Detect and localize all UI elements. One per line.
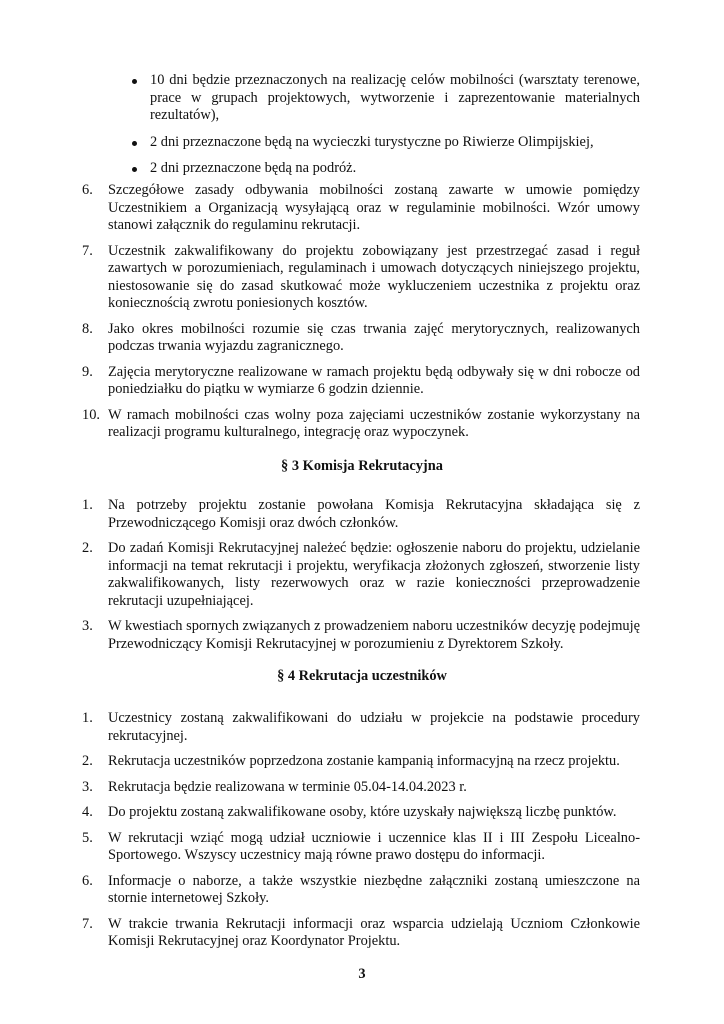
list-item xyxy=(82,182,640,235)
list-item xyxy=(82,753,640,771)
item-text: Zajęcia merytoryczne realizowane w ramach projektu będą odbywały się w dni robocze od poniedziałku do piątku w wymiarze 6 godzin dziennie. xyxy=(108,363,640,397)
bullet-text: 2 dni przeznaczone będą na wycieczki turystyczne po Riwierze Olimpijskiej, xyxy=(150,133,594,150)
item-number: 1. xyxy=(82,497,93,513)
list-item xyxy=(82,873,640,908)
list-item xyxy=(82,830,640,865)
item-text: W trakcie trwania Rekrutacji informacji oraz wsparcia udzielają Uczniom Członkowie Komisji Rekrutacyjnej oraz Koordynator Projektu. xyxy=(108,915,640,949)
numbered-list-section2 xyxy=(82,182,640,450)
list-item xyxy=(82,497,640,532)
item-number: 4. xyxy=(82,804,93,820)
item-number: 2. xyxy=(82,753,93,769)
bullet-item xyxy=(112,72,640,125)
item-number: 3. xyxy=(82,778,93,795)
item-number: 9. xyxy=(82,363,93,380)
numbered-list-section3 xyxy=(82,497,640,661)
item-text: Szczegółowe zasady odbywania mobilności zostaną zawarte w umowie pomiędzy Uczestnikiem a Organizacją wysyłającą oraz w regulaminie mobilności. Wzór umowy stanowi załącznik do regulaminu rekrutacji. xyxy=(108,182,640,233)
list-item xyxy=(82,540,640,610)
list-item xyxy=(82,364,640,399)
bullet-item xyxy=(112,134,640,152)
item-text: Jako okres mobilności rozumie się czas trwania zajęć merytorycznych, realizowanych podczas trwania wyjazdu zagranicznego. xyxy=(108,320,640,354)
bullet-dot-icon xyxy=(132,141,137,146)
bullet-text: 2 dni przeznaczone będą na podróż. xyxy=(150,160,357,176)
item-text: Rekrutacja będzie realizowana w terminie 05.04-14.04.2023 r. xyxy=(108,778,467,795)
item-number: 2. xyxy=(82,540,93,556)
list-item xyxy=(82,779,640,797)
list-item xyxy=(82,618,640,653)
item-text: W rekrutacji wziąć mogą udział uczniowie i uczennice klas II i III Zespołu Licealno-Sportowego. Wszyscy uczestnicy mają równe prawo dostępu do informacji. xyxy=(108,829,640,863)
item-text: Do projektu zostaną zakwalifikowane osoby, które uzyskały największą liczbę punktów. xyxy=(108,804,617,820)
list-item xyxy=(82,804,640,822)
item-number: 8. xyxy=(82,320,93,337)
bullet-dot-icon xyxy=(132,79,137,84)
item-number: 10. xyxy=(82,406,100,423)
item-text: Na potrzeby projektu zostanie powołana Komisja Rekrutacyjna składająca się z Przewodniczącego Komisji oraz dwóch członków. xyxy=(108,497,640,531)
item-text: Rekrutacja uczestników poprzedzona zostanie kampanią informacyjną na rzecz projektu. xyxy=(108,753,620,769)
page-number: 3 xyxy=(358,966,366,982)
item-number: 1. xyxy=(82,710,93,726)
item-number: 7. xyxy=(82,242,93,259)
item-number: 6. xyxy=(82,872,93,889)
item-number: 7. xyxy=(82,915,93,932)
bullet-item xyxy=(112,160,640,178)
item-text: Uczestnicy zostaną zakwalifikowani do udziału w projekcie na podstawie procedury rekrutacyjnej. xyxy=(108,710,640,744)
section3-heading: § 3 Komisja Rekrutacyjna xyxy=(281,458,443,474)
bullet-list xyxy=(112,72,640,187)
item-text: Uczestnik zakwalifikowany do projektu zobowiązany jest przestrzegać zasad i reguł zawartych w porozumieniach, regulaminach i umowach dotyczących niniejszego projektu, niestosowanie się do zasad skutkować może wykluczeniem uczestnika z projektu oraz koniecznością zwrotu poniesionych kosztów. xyxy=(108,242,640,311)
list-item xyxy=(82,710,640,745)
item-text: W ramach mobilności czas wolny poza zajęciami uczestników zostanie wykorzystany na realizacji programu kulturalnego, integrację oraz wypoczynek. xyxy=(108,406,640,440)
item-number: 3. xyxy=(82,618,93,634)
item-number: 5. xyxy=(82,829,93,846)
list-item xyxy=(82,916,640,951)
item-text: Informacje o naborze, a także wszystkie niezbędne załączniki zostaną umieszczone na stornie internetowej Szkoły. xyxy=(108,872,640,906)
section4-heading: § 4 Rekrutacja uczestników xyxy=(277,668,447,684)
list-item xyxy=(82,243,640,313)
item-text: Do zadań Komisji Rekrutacyjnej należeć będzie: ogłoszenie naboru do projektu, udzielanie informacji na temat rekrutacji i projektu, weryfikacja złożonych zgłoszeń, stworzenie listy zakwalifikowanych, listy rezerwowych oraz w razie konieczności przeprowadzenie rekrutacji uzupełniającej. xyxy=(108,540,640,609)
list-item xyxy=(82,407,640,442)
item-text: W kwestiach spornych związanych z prowadzeniem naboru uczestników decyzję podejmuję Przewodniczący Komisji Rekrutacyjnej w porozumieniu z Dyrektorem Szkoły. xyxy=(108,618,640,652)
numbered-list-section4 xyxy=(82,710,640,959)
list-item xyxy=(82,321,640,356)
item-number: 6. xyxy=(82,182,93,198)
bullet-text: 10 dni będzie przeznaczonych na realizację celów mobilności (warsztaty terenowe, prace w grupach projektowych, wytworzenie i zaprezentowanie materialnych rezultatów), xyxy=(150,72,640,123)
bullet-dot-icon xyxy=(132,167,137,172)
